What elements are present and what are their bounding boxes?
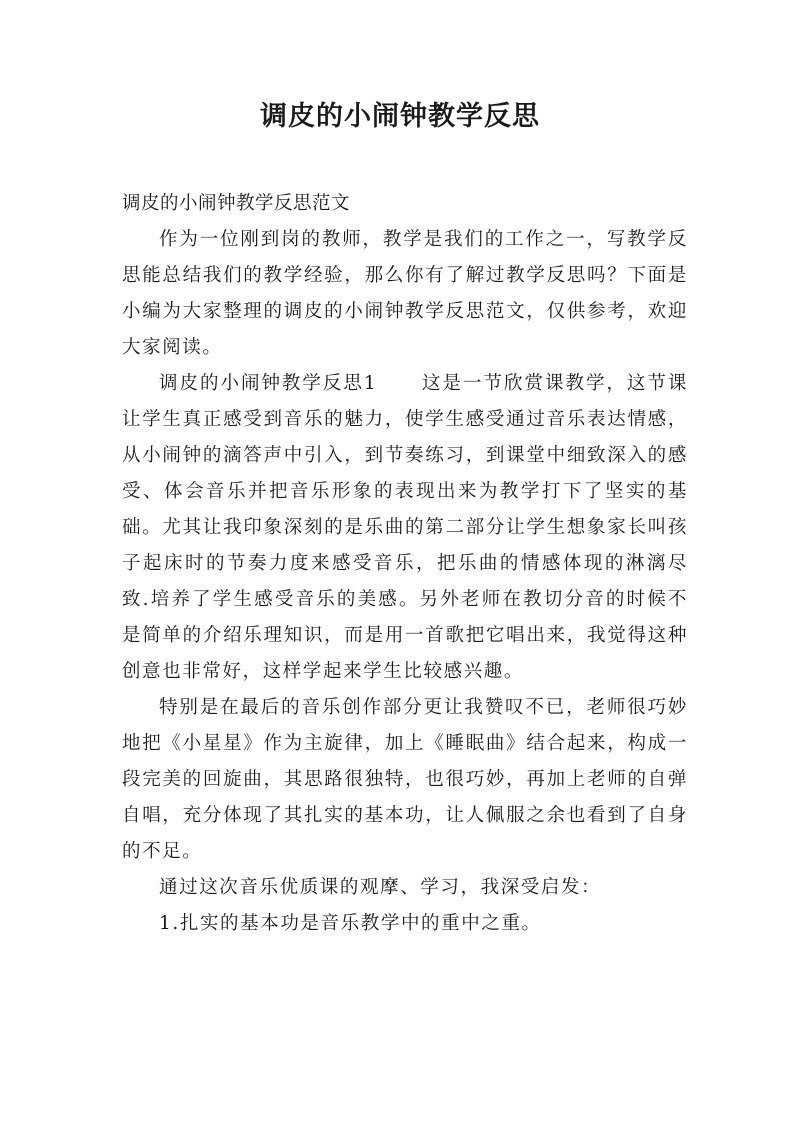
document-title: 调皮的小闹钟教学反思	[260, 101, 540, 132]
section1-heading: 调皮的小闹钟教学反思1	[159, 373, 378, 394]
paragraph-3: 通过这次音乐优质课的观摩、学习，我深受启发：	[159, 877, 602, 898]
section1-body: 这是一节欣赏课教学，这节课让学生真正感受到音乐的魅力，使学生感受通过音乐表达情感，从小闹钟的滴答声中引入，到节奏练习，到课堂中细致深入的感受、体会音乐并把音乐形象的表现出来为教学打下了坚实的基础。尤其让我印象深刻的是乐曲的第二部分让学生想象家长叫孩子起床时的节奏力度来感受音乐，把乐曲的情感体现的淋漓尽致.培养了学生感受音乐的美感。另外老师在教切分音的时候不是简单的介绍乐理知识，而是用一首歌把它唱出来，我觉得这种创意也非常好，这样学起来学生比较感兴趣。	[122, 373, 689, 682]
paragraph-2: 特别是在最后的音乐创作部分更让我赞叹不已，老师很巧妙地把《小星星》作为主旋律，加上《睡眠曲》结合起来，构成一段完美的回旋曲，其思路很独特，也很巧妙，再加上老师的自弹自唱，充分体现了其扎实的基本功，让人佩服之余也看到了自身的不足。	[122, 697, 688, 862]
document-body	[122, 186, 688, 942]
intro-paragraph: 作为一位刚到岗的教师，教学是我们的工作之一，写教学反思能总结我们的教学经验，那么你有了解过教学反思吗？下面是小编为大家整理的调皮的小闹钟教学反思范文，仅供参考，欢迎大家阅读。	[122, 229, 688, 358]
paragraph-4: 1.扎实的基本功是音乐教学中的重中之重。	[159, 913, 542, 934]
section1-paragraph	[122, 366, 688, 690]
document-subtitle: 调皮的小闹钟教学反思范文	[122, 193, 351, 214]
